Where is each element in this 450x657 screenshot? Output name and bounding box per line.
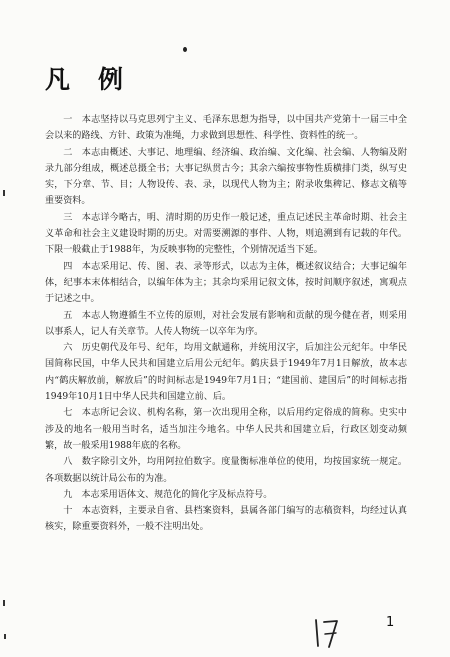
- rule-paragraph: 九 本志采用语体文、规范化的简化字及标点符号。: [63, 489, 273, 500]
- margin-mark: [4, 634, 6, 639]
- rule-paragraph: 二 本志由概述、大事记、地理编、经济编、政治编、文化编、社会编、人物编及附录九部分组成，概述总摄全书；大事记纵贯古今；其余六编按事物性质横排门类，纵写史实，下分章、节、目；人物设传、表、录，以现代人物为主；附录收集稗记、修志文稿等重要资料。: [45, 147, 407, 207]
- margin-mark: [3, 600, 5, 606]
- page-number: 1: [386, 615, 395, 630]
- section-title: [45, 60, 123, 96]
- handwritten-mark: [311, 616, 345, 648]
- rule-paragraph: 一 本志坚持以马克思列宁主义、毛泽东思想为指导，以中国共产党第十一届三中全会以来的路线、方针、政策为准绳，力求做到思想性、科学性、资料性的统一。: [45, 115, 407, 142]
- rule-paragraph: 十 本志资料，主要录自省、县档案资料，县属各部门编写的志稿资料，均经过认真核实，除重要资料外，一般不注明出处。: [45, 506, 407, 533]
- rule-paragraph: 七 本志所记会议、机构名称，第一次出现用全称，以后用约定俗成的简称。史实中涉及的地名一般用当时名，适当加注今地名。中华人民共和国建立后，行政区划变动频繁，故一般采用1988年底的名称。: [45, 408, 407, 451]
- rules-body: [45, 112, 407, 536]
- title-char-1: 凡: [45, 65, 71, 94]
- rule-paragraph: 八 数字除引文外，均用阿拉伯数字。度量衡标准单位的使用，均按国家统一规定。各项数据以统计局公布的为准。: [45, 457, 407, 484]
- title-char-2: 例: [98, 65, 124, 94]
- rule-paragraph: 三 本志详今略古，明、清时期的历史作一般记述，重点记述民主革命时期、社会主义革命和社会主义建设时期的历史。对需要溯源的事件、人物，则追溯到有记载的年代。下限一般截止于1988年，为反映事物的完整性，个别情况适当下延。: [45, 212, 407, 256]
- ink-dot: [183, 47, 187, 52]
- rule-paragraph: 六 历史朝代及年号、纪年，均用文献通称，并统用汉字，后加注公元纪年。中华民国简称民国，中华人民共和国建立后用公元纪年。鹤庆县于1949年7月1日解放，故本志内“鹤庆解放前，解放后”的时间标志是1949年7月1日；“建国前、建国后”的时间标志指1949年10月1日中华人民共和国建立前、后。: [45, 343, 407, 403]
- margin-mark: [3, 190, 5, 196]
- rule-paragraph: 五 本志人物遵循生不立传的原则，对社会发展有影响和贡献的现今健在者，则采用以事系人，记人有关章节。人传人物统一以卒年为序。: [45, 310, 407, 337]
- rule-paragraph: 四 本志采用记、传、图、表、录等形式，以志为主体，概述叙议结合；大事记编年体，纪事本末体相结合，以编年体为主；其余均采用记叙文体，按时间顺序叙述，寓观点于记述之中。: [45, 261, 407, 305]
